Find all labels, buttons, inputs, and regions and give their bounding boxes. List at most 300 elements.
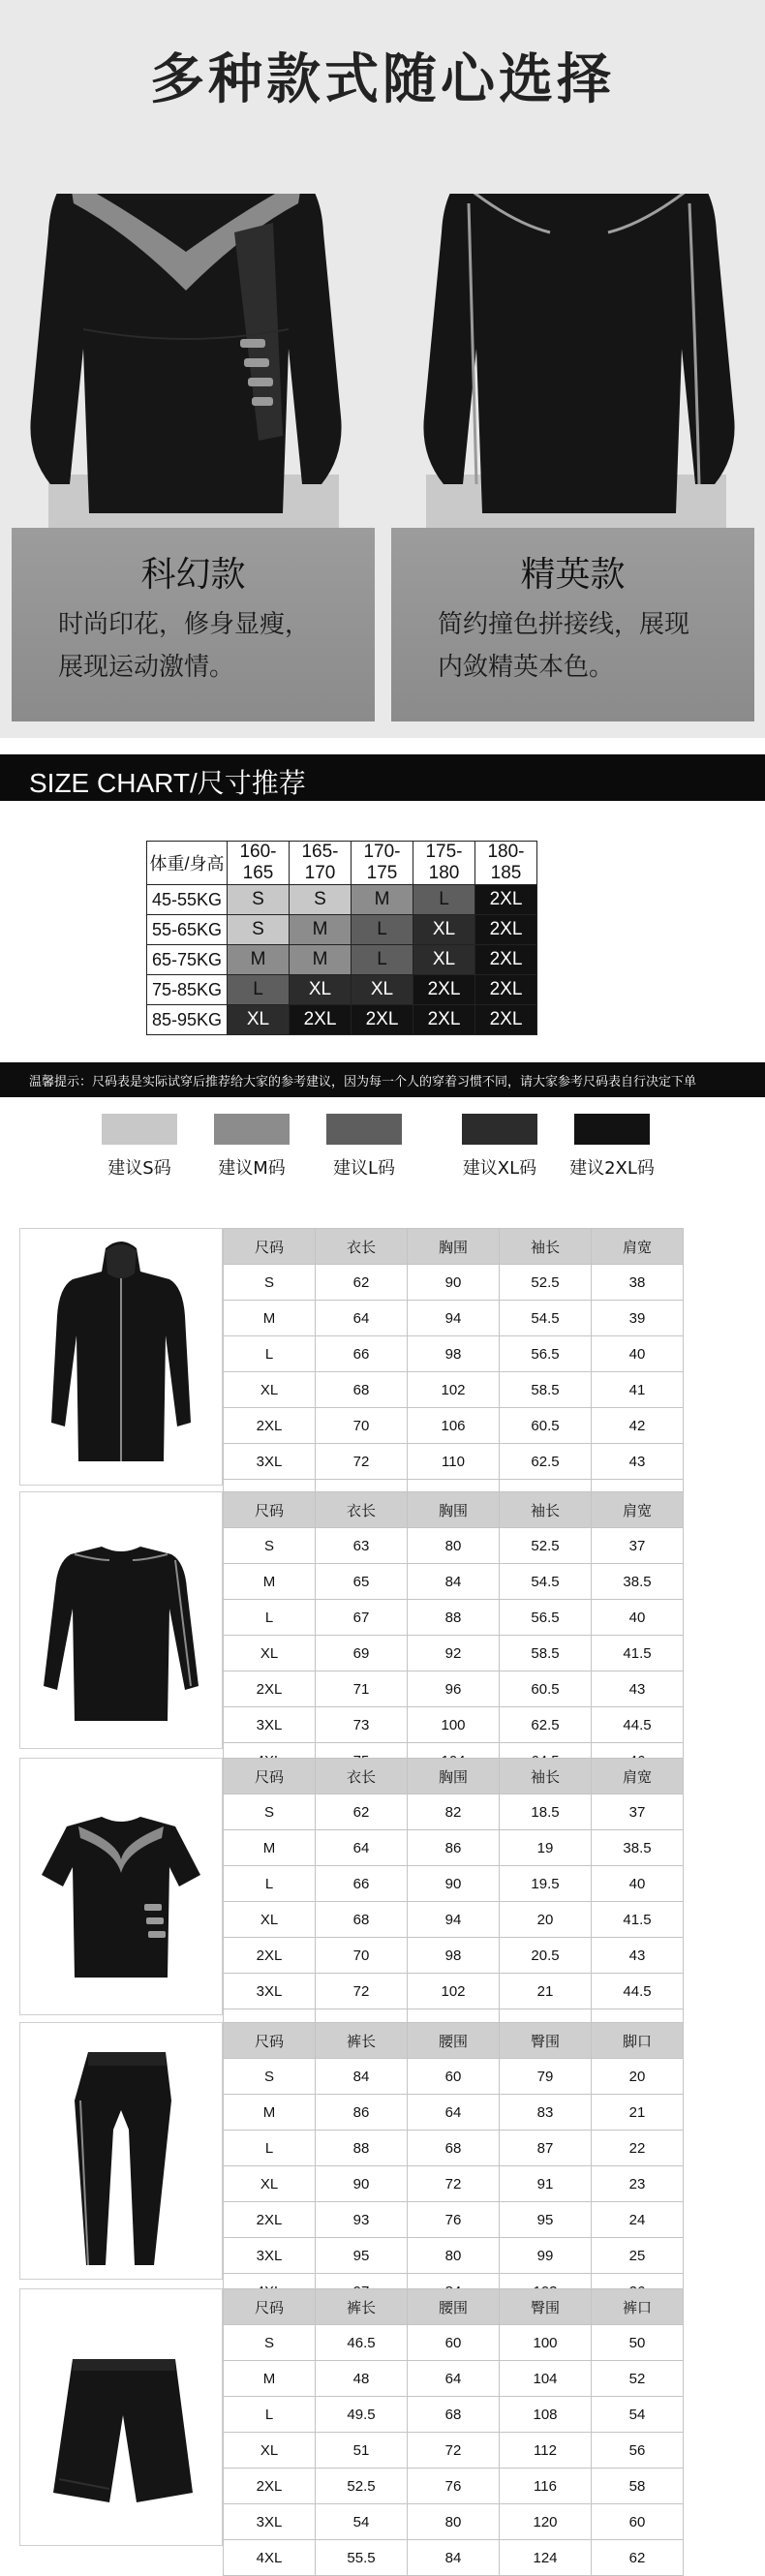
column-header: 臀围 — [500, 2289, 592, 2325]
table-row — [224, 1372, 684, 1408]
table-cell: 102 — [408, 1974, 500, 2009]
column-header: 衣长 — [316, 1229, 408, 1265]
table-cell: 22 — [592, 2131, 684, 2166]
legend-item-s — [81, 1114, 198, 1180]
table-cell: 41 — [592, 1372, 684, 1408]
size-cell: 2XL — [475, 915, 537, 945]
table-corner: 体重/身高 — [147, 842, 228, 885]
table-cell: 52.5 — [500, 1265, 592, 1301]
table-cell: 38.5 — [592, 1830, 684, 1866]
table-cell: 79 — [500, 2059, 592, 2095]
table-cell: 54.5 — [500, 1564, 592, 1600]
table-cell: S — [224, 1265, 316, 1301]
height-header: 160-165 — [228, 842, 290, 885]
size-cell: S — [228, 915, 290, 945]
table-cell: 72 — [408, 2433, 500, 2469]
height-header: 165-170 — [290, 842, 352, 885]
legend-item-l — [306, 1114, 422, 1180]
table-cell: 19 — [500, 1830, 592, 1866]
table-cell: 62 — [316, 1265, 408, 1301]
table-cell: 72 — [316, 1974, 408, 2009]
size-cell: XL — [290, 975, 352, 1005]
legend-label: 建议S码 — [107, 1158, 171, 1179]
legend-swatch — [326, 1114, 402, 1145]
legend-swatch — [102, 1114, 177, 1145]
column-header: 胸围 — [408, 1759, 500, 1794]
table-cell: 3XL — [224, 2238, 316, 2274]
table-cell: 104 — [500, 2361, 592, 2397]
product-hooded-jacket — [0, 1228, 765, 1486]
product-tights — [0, 2022, 765, 2280]
table-cell: 43 — [592, 1938, 684, 1974]
table-row — [224, 1564, 684, 1600]
size-cell: XL — [352, 975, 413, 1005]
table-cell: 90 — [408, 1265, 500, 1301]
table-cell: L — [224, 2131, 316, 2166]
table-row — [224, 2166, 684, 2202]
weight-label: 85-95KG — [147, 1005, 228, 1035]
table-cell: 2XL — [224, 1671, 316, 1707]
table-cell: 68 — [408, 2397, 500, 2433]
table-row — [224, 1528, 684, 1564]
table-cell: 2XL — [224, 2469, 316, 2504]
table-cell: 3XL — [224, 1707, 316, 1743]
column-header: 肩宽 — [592, 1759, 684, 1794]
legend-item-2xl — [554, 1114, 670, 1180]
table-cell: 58 — [592, 2469, 684, 2504]
height-header: 170-175 — [352, 842, 413, 885]
table-cell: 37 — [592, 1528, 684, 1564]
table-cell: 98 — [408, 1336, 500, 1372]
style-desc-elite — [438, 603, 719, 689]
table-cell: 95 — [316, 2238, 408, 2274]
legend-label: 建议2XL码 — [569, 1158, 655, 1179]
table-cell: 88 — [316, 2131, 408, 2166]
product-shorts — [0, 2288, 765, 2566]
table-cell: 58.5 — [500, 1372, 592, 1408]
table-cell: 38 — [592, 1265, 684, 1301]
height-header: 175-180 — [413, 842, 475, 885]
table-row — [224, 1408, 684, 1444]
legend-label: 建议L码 — [332, 1158, 396, 1179]
column-header: 臀围 — [500, 2023, 592, 2059]
legend-swatch — [214, 1114, 290, 1145]
size-cell: L — [352, 915, 413, 945]
table-cell: 72 — [316, 1444, 408, 1480]
table-row — [224, 2238, 684, 2274]
table-cell: M — [224, 1301, 316, 1336]
table-cell: 83 — [500, 2095, 592, 2131]
product-image — [19, 2022, 223, 2280]
table-row — [224, 1600, 684, 1636]
table-row — [224, 2059, 684, 2095]
column-header: 腰围 — [408, 2023, 500, 2059]
column-header: 袖长 — [500, 1492, 592, 1528]
table-cell: L — [224, 1336, 316, 1372]
table-cell: L — [224, 2397, 316, 2433]
table-cell: 91 — [500, 2166, 592, 2202]
size-cell: XL — [228, 1005, 290, 1035]
column-header: 尺码 — [224, 2289, 316, 2325]
table-cell: 64 — [408, 2361, 500, 2397]
table-cell: 3XL — [224, 1444, 316, 1480]
table-cell: 37 — [592, 1794, 684, 1830]
table-cell: 63 — [316, 1528, 408, 1564]
column-header: 衣长 — [316, 1759, 408, 1794]
column-header: 尺码 — [224, 2023, 316, 2059]
table-cell: 56.5 — [500, 1336, 592, 1372]
table-cell: 20 — [592, 2059, 684, 2095]
table-cell: 99 — [500, 2238, 592, 2274]
table-row — [224, 1830, 684, 1866]
legend-swatch — [462, 1114, 537, 1145]
column-header: 尺码 — [224, 1492, 316, 1528]
table-cell: 46.5 — [316, 2325, 408, 2361]
table-cell: 76 — [408, 2202, 500, 2238]
table-cell: 96 — [408, 1671, 500, 1707]
table-cell: 80 — [408, 1528, 500, 1564]
column-header: 袖长 — [500, 1229, 592, 1265]
table-cell: 71 — [316, 1671, 408, 1707]
height-header: 180-185 — [475, 842, 537, 885]
table-cell: 90 — [316, 2166, 408, 2202]
legend-label: 建议M码 — [218, 1158, 286, 1179]
table-row — [224, 2361, 684, 2397]
product-image — [19, 2288, 223, 2546]
column-header: 裤长 — [316, 2289, 408, 2325]
table-cell: 52.5 — [316, 2469, 408, 2504]
column-header: 袖长 — [500, 1759, 592, 1794]
table-cell: 56 — [592, 2433, 684, 2469]
table-cell: 82 — [408, 1794, 500, 1830]
table-cell: 40 — [592, 1866, 684, 1902]
table-cell: 102 — [408, 1372, 500, 1408]
table-row — [224, 1707, 684, 1743]
legend-item-m — [194, 1114, 310, 1180]
table-cell: 43 — [592, 1671, 684, 1707]
table-cell: 90 — [408, 1866, 500, 1902]
column-header: 裤口 — [592, 2289, 684, 2325]
table-cell: 64 — [316, 1830, 408, 1866]
shorts-icon — [20, 2289, 222, 2545]
elite-shirt-image — [405, 194, 753, 528]
legend-item-xl — [442, 1114, 558, 1180]
table-cell: 64 — [408, 2095, 500, 2131]
size-cell: XL — [413, 945, 475, 975]
column-header: 胸围 — [408, 1492, 500, 1528]
table-row — [224, 1636, 684, 1671]
column-header: 尺码 — [224, 1759, 316, 1794]
table-cell: 68 — [408, 2131, 500, 2166]
table-row — [224, 2540, 684, 2576]
table-cell: 52.5 — [500, 1528, 592, 1564]
table-cell: 48 — [316, 2361, 408, 2397]
table-cell: 93 — [316, 2202, 408, 2238]
style-desc-line: 内敛精英本色。 — [438, 653, 615, 682]
table-cell: 21 — [500, 1974, 592, 2009]
size-cell: 2XL — [475, 1005, 537, 1035]
table-cell: 42 — [592, 1408, 684, 1444]
column-header: 脚口 — [592, 2023, 684, 2059]
table-cell: 51 — [316, 2433, 408, 2469]
hero-section — [0, 0, 765, 738]
table-cell: L — [224, 1600, 316, 1636]
table-row — [224, 2202, 684, 2238]
table-cell: 56.5 — [500, 1600, 592, 1636]
scifi-shirt-image — [12, 194, 360, 528]
table-cell: 94 — [408, 1301, 500, 1336]
size-chart-header — [0, 754, 765, 801]
table-cell: 95 — [500, 2202, 592, 2238]
table-cell: 60 — [408, 2325, 500, 2361]
table-cell: 62.5 — [500, 1707, 592, 1743]
table-row — [224, 1444, 684, 1480]
table-cell: 70 — [316, 1408, 408, 1444]
table-cell: 100 — [408, 1707, 500, 1743]
style-desc-scifi — [58, 603, 339, 689]
table-cell: 2XL — [224, 1938, 316, 1974]
style-name-scifi: 科幻款 — [140, 555, 246, 595]
table-cell: 68 — [316, 1372, 408, 1408]
elite-shirt-icon — [405, 194, 753, 528]
table-cell: 49.5 — [316, 2397, 408, 2433]
table-cell: 52 — [592, 2361, 684, 2397]
table-cell: M — [224, 2095, 316, 2131]
table-cell: 44.5 — [592, 1974, 684, 2009]
table-cell: 19.5 — [500, 1866, 592, 1902]
long-sleeve-shirt-icon — [20, 1492, 222, 1748]
table-cell: 18.5 — [500, 1794, 592, 1830]
table-cell: 44.5 — [592, 1707, 684, 1743]
short-sleeve-shirt-icon — [20, 1759, 222, 2014]
table-cell: 40 — [592, 1336, 684, 1372]
table-cell: 76 — [408, 2469, 500, 2504]
size-table — [223, 1758, 684, 2045]
column-header: 肩宽 — [592, 1229, 684, 1265]
table-cell: 24 — [592, 2202, 684, 2238]
size-cell: S — [228, 885, 290, 915]
table-cell: 80 — [408, 2504, 500, 2540]
table-cell: 39 — [592, 1301, 684, 1336]
table-cell: 25 — [592, 2238, 684, 2274]
size-cell: XL — [413, 915, 475, 945]
table-cell: 58.5 — [500, 1636, 592, 1671]
table-cell: 62 — [316, 1794, 408, 1830]
table-cell: 54.5 — [500, 1301, 592, 1336]
plinth-left — [12, 528, 375, 721]
table-row — [224, 2325, 684, 2361]
table-cell: 66 — [316, 1866, 408, 1902]
table-row — [224, 1671, 684, 1707]
table-cell: 64 — [316, 1301, 408, 1336]
table-cell: S — [224, 1528, 316, 1564]
table-row — [224, 1938, 684, 1974]
size-table — [223, 1491, 684, 1779]
table-row — [224, 2433, 684, 2469]
notice-text: 温馨提示：尺码表是实际试穿后推荐给大家的参考建议，因为每一个人的穿着习惯不同，请大家参考尺码表自行决定下单 — [29, 1075, 697, 1089]
table-cell: 60.5 — [500, 1671, 592, 1707]
table-row — [224, 1902, 684, 1938]
size-table — [223, 2288, 684, 2576]
table-cell: XL — [224, 1902, 316, 1938]
legend-label: 建议XL码 — [462, 1158, 537, 1179]
style-name-elite: 精英款 — [520, 555, 626, 595]
table-cell: S — [224, 2059, 316, 2095]
size-chart-title: SIZE CHART/尺寸推荐 — [29, 768, 306, 798]
table-cell: 40 — [592, 1600, 684, 1636]
table-cell: 23 — [592, 2166, 684, 2202]
table-cell: S — [224, 2325, 316, 2361]
table-cell: XL — [224, 2166, 316, 2202]
table-cell: 110 — [408, 1444, 500, 1480]
table-cell: 4XL — [224, 2540, 316, 2576]
size-cell: S — [290, 885, 352, 915]
table-cell: 68 — [316, 1902, 408, 1938]
table-cell: 86 — [316, 2095, 408, 2131]
column-header: 腰围 — [408, 2289, 500, 2325]
size-cell: M — [228, 945, 290, 975]
table-cell: 84 — [408, 1564, 500, 1600]
table-cell: 62 — [592, 2540, 684, 2576]
table-cell: 108 — [500, 2397, 592, 2433]
table-cell: 2XL — [224, 1408, 316, 1444]
table-cell: 54 — [316, 2504, 408, 2540]
table-cell: 50 — [592, 2325, 684, 2361]
table-cell: M — [224, 1830, 316, 1866]
table-cell: S — [224, 1794, 316, 1830]
table-row — [224, 2397, 684, 2433]
table-cell: 60.5 — [500, 1408, 592, 1444]
notice-banner — [0, 1062, 765, 1097]
weight-label: 65-75KG — [147, 945, 228, 975]
style-desc-line: 展现运动激情。 — [58, 653, 235, 682]
table-cell: 120 — [500, 2504, 592, 2540]
table-cell: 94 — [408, 1902, 500, 1938]
table-cell: 3XL — [224, 1974, 316, 2009]
column-header: 肩宽 — [592, 1492, 684, 1528]
table-cell: 20.5 — [500, 1938, 592, 1974]
table-cell: 100 — [500, 2325, 592, 2361]
table-row — [224, 1336, 684, 1372]
tights-icon — [20, 2023, 222, 2279]
weight-label: 45-55KG — [147, 885, 228, 915]
table-cell: 124 — [500, 2540, 592, 2576]
size-cell: L — [413, 885, 475, 915]
style-desc-line: 简约撞色拼接线，展现 — [438, 610, 690, 639]
table-cell: 43 — [592, 1444, 684, 1480]
size-legend — [0, 1114, 765, 1181]
table-cell: XL — [224, 2433, 316, 2469]
table-cell: 55.5 — [316, 2540, 408, 2576]
table-row — [224, 1301, 684, 1336]
table-cell: 21 — [592, 2095, 684, 2131]
table-row — [224, 1265, 684, 1301]
size-cell: 2XL — [475, 975, 537, 1005]
table-cell: 88 — [408, 1600, 500, 1636]
product-image — [19, 1758, 223, 2015]
table-cell: 98 — [408, 1938, 500, 1974]
table-cell: 84 — [408, 2540, 500, 2576]
column-header: 裤长 — [316, 2023, 408, 2059]
table-cell: 41.5 — [592, 1902, 684, 1938]
table-cell: 60 — [408, 2059, 500, 2095]
table-cell: XL — [224, 1372, 316, 1408]
scifi-shirt-icon — [12, 194, 360, 528]
table-cell: 67 — [316, 1600, 408, 1636]
table-cell: M — [224, 1564, 316, 1600]
weight-label: 55-65KG — [147, 915, 228, 945]
table-cell: 65 — [316, 1564, 408, 1600]
table-cell: 60 — [592, 2504, 684, 2540]
hero-title: 多种款式随心选择 — [150, 48, 615, 111]
column-header: 衣长 — [316, 1492, 408, 1528]
table-cell: 106 — [408, 1408, 500, 1444]
legend-swatch — [574, 1114, 650, 1145]
table-row — [224, 2095, 684, 2131]
table-row — [224, 1866, 684, 1902]
table-cell: 112 — [500, 2433, 592, 2469]
table-cell: 62.5 — [500, 1444, 592, 1480]
size-cell: 2XL — [290, 1005, 352, 1035]
table-cell: 87 — [500, 2131, 592, 2166]
table-cell: 69 — [316, 1636, 408, 1671]
size-table — [223, 2022, 684, 2310]
table-cell: 84 — [316, 2059, 408, 2095]
table-cell: XL — [224, 1636, 316, 1671]
product-short-sleeve — [0, 1758, 765, 2015]
plinth-right — [391, 528, 754, 721]
size-cell: 2XL — [475, 885, 537, 915]
table-cell: 92 — [408, 1636, 500, 1671]
size-cell: 2XL — [413, 1005, 475, 1035]
size-cell: M — [352, 885, 413, 915]
product-image — [19, 1491, 223, 1749]
table-cell: 2XL — [224, 2202, 316, 2238]
table-cell: 86 — [408, 1830, 500, 1866]
table-cell: 66 — [316, 1336, 408, 1372]
product-image — [19, 1228, 223, 1486]
table-cell: L — [224, 1866, 316, 1902]
product-long-sleeve — [0, 1491, 765, 1749]
table-cell: 20 — [500, 1902, 592, 1938]
table-cell: M — [224, 2361, 316, 2397]
weight-label: 75-85KG — [147, 975, 228, 1005]
table-cell: 116 — [500, 2469, 592, 2504]
table-cell: 73 — [316, 1707, 408, 1743]
table-row — [224, 2131, 684, 2166]
size-cell: 2XL — [413, 975, 475, 1005]
size-cell: L — [228, 975, 290, 1005]
size-cell: 2XL — [475, 945, 537, 975]
table-cell: 41.5 — [592, 1636, 684, 1671]
size-cell: M — [290, 945, 352, 975]
table-cell: 72 — [408, 2166, 500, 2202]
size-cell: 2XL — [352, 1005, 413, 1035]
table-row — [224, 1974, 684, 2009]
style-desc-line: 时尚印花，修身显瘦， — [58, 610, 311, 639]
table-cell: 70 — [316, 1938, 408, 1974]
table-row — [224, 2504, 684, 2540]
column-header: 尺码 — [224, 1229, 316, 1265]
table-cell: 3XL — [224, 2504, 316, 2540]
size-cell: L — [352, 945, 413, 975]
table-row — [224, 1794, 684, 1830]
size-table — [223, 1228, 684, 1516]
table-cell: 38.5 — [592, 1564, 684, 1600]
hooded-jacket-icon — [20, 1229, 222, 1485]
table-cell: 54 — [592, 2397, 684, 2433]
column-header: 胸围 — [408, 1229, 500, 1265]
